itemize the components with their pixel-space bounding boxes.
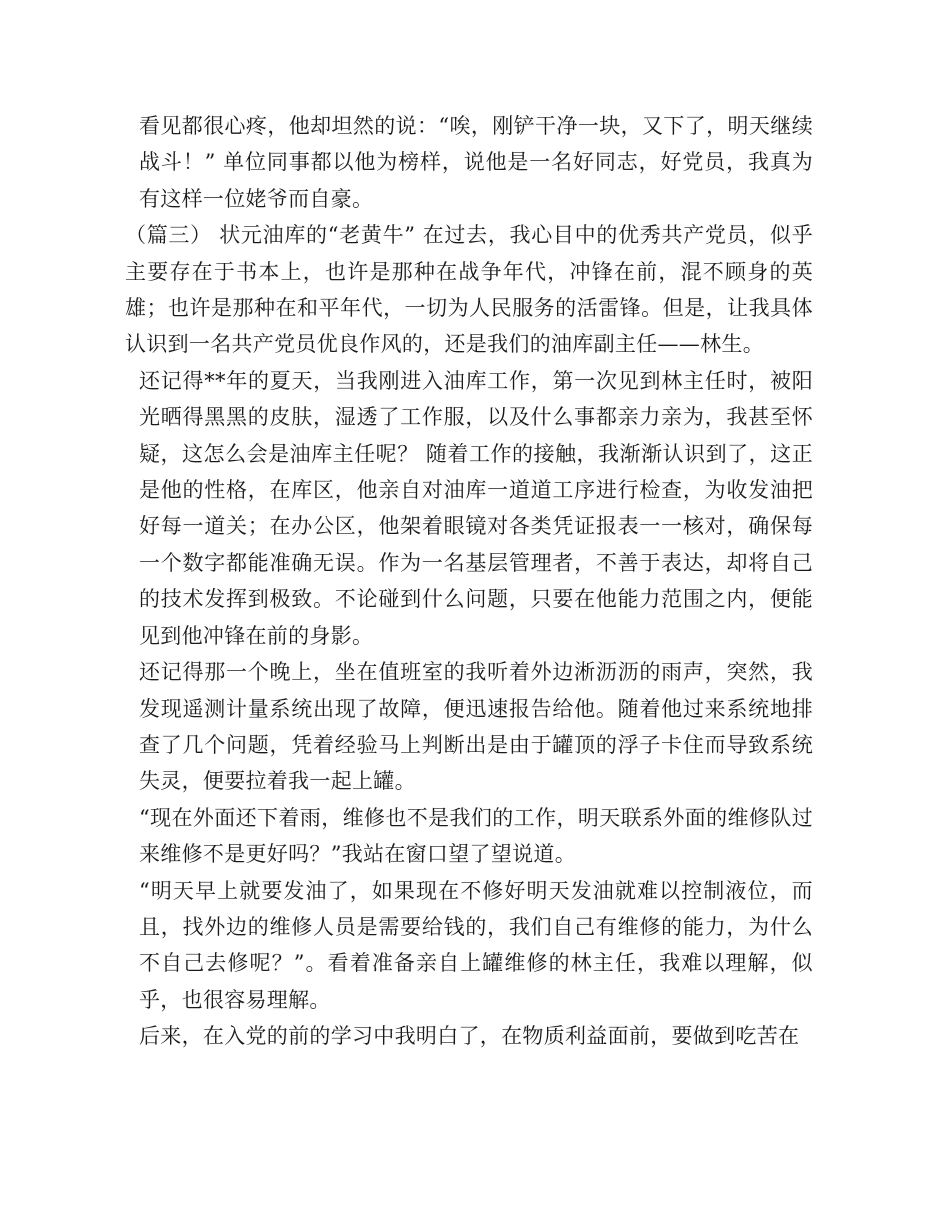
body-text (125, 108, 813, 1055)
paragraph-3: 还记得**年的夏天，当我刚进入油库工作，第一次见到林主任时，被阳光晒得黑黑的皮肤，湿透了工作服，以及什么事都亲力亲为，我甚至怀疑，这怎么会是油库主任呢？ 随着工作的接触，我渐渐认识到了，这正是他的性格，在库区，他亲自对油库一道道工序进行检查，为收发油把好每一道关；在办公区，他架着眼镜对各类凭证报表一一核对，确保每一个数字都能准确无误。作为一名基层管理者，不善于表达，却将自己的技术发挥到极致。不论碰到什么问题，只要在他能力范围之内，便能见到他冲锋在前的身影。 (139, 368, 813, 648)
paragraph-5: “现在外面还下着雨，维修也不是我们的工作，明天联系外面的维修队过来维修不是更好吗？”我站在窗口望了望说道。 (139, 805, 813, 867)
paragraph-7: 后来，在入党的前的学习中我明白了，在物质利益面前，要做到吃苦在 (139, 1024, 800, 1049)
paragraph-2: （篇三） 状元油库的“老黄牛” 在过去，我心目中的优秀共产党员，似乎主要存在于书本上，也许是那种在战争年代，冲锋在前，混不顾身的英雄；也许是那种在和平年代，一切为人民服务的活雷锋。但是，让我具体认识到一名共产党员优良作风的，还是我们的油库副主任——林生。 (125, 223, 813, 357)
paragraph-6: “明天早上就要发油了，如果现在不修好明天发油就难以控制液位，而且，找外边的维修人员是需要给钱的，我们自己有维修的能力，为什么不自己去修呢？”。看着准备亲自上罐维修的林主任，我难以理解，似乎，也很容易理解。 (139, 878, 813, 1012)
paragraph-1: 看见都很心疼，他却坦然的说：“唉，刚铲干净一块，又下了，明天继续战斗！” 单位同事都以他为榜样，说他是一名好同志，好党员，我真为有这样一位姥爷而自豪。 (139, 114, 813, 211)
paragraph-4: 还记得那一个晚上，坐在值班室的我听着外边淅沥沥的雨声，突然，我发现遥测计量系统出现了故障，便迅速报告给他。随着他过来系统地排查了几个问题，凭着经验马上判断出是由于罐顶的浮子卡住而导致系统失灵，便要拉着我一起上罐。 (139, 660, 813, 794)
